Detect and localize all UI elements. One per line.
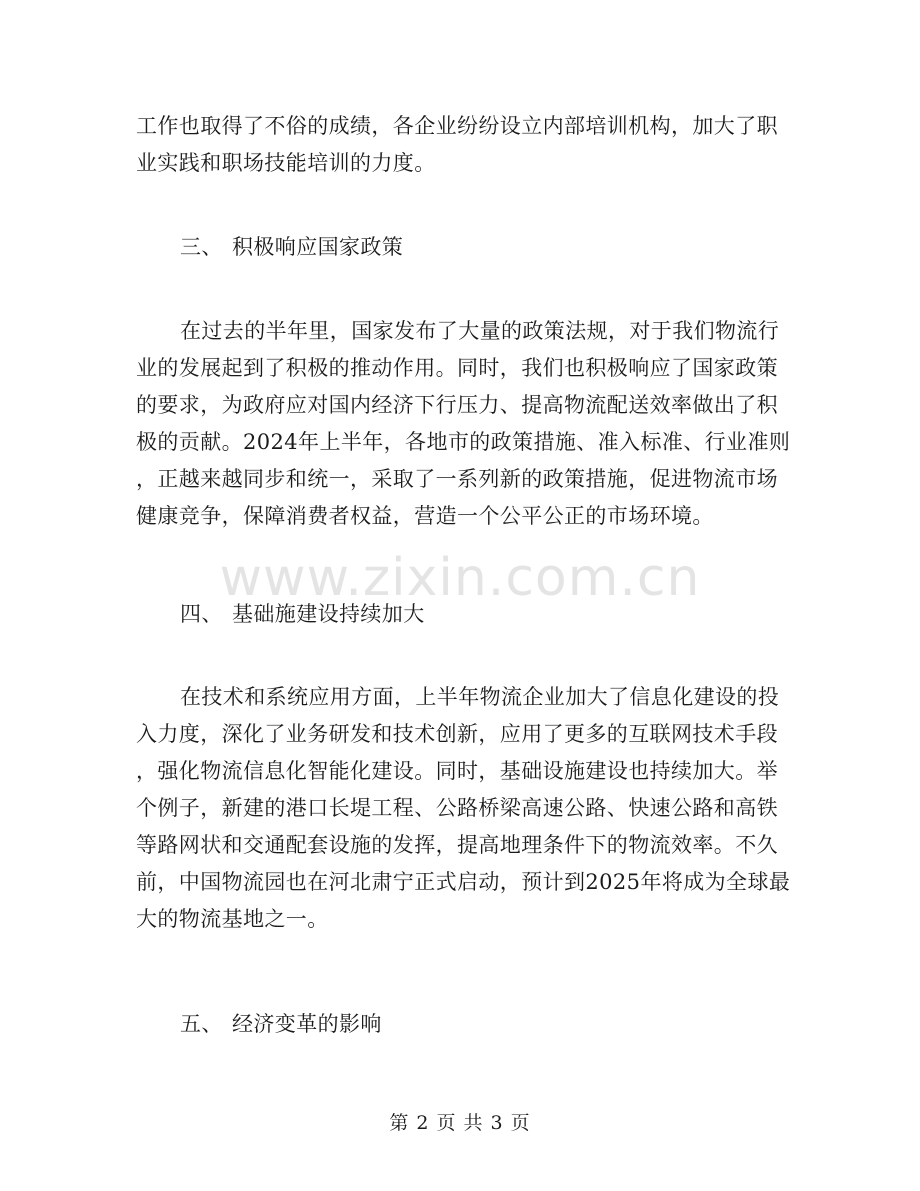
heading-text: 经济变革的影响 [232,1012,382,1036]
paragraph-line: 业实践和职场技能培训的力度。 [136,151,436,175]
paragraph-line: 极的贡献。2024年上半年，各地市的政策措施、准入标准、行业准则 [136,430,791,454]
paragraph-line: 个例子，新建的港口长堤工程、公路桥梁高速公路、快速公路和高铁 [136,796,778,820]
paragraph-line: 入力度，深化了业务研发和技术创新，应用了更多的互联网技术手段 [136,722,778,746]
page-footer: 第 2 页 共 3 页 [389,1112,531,1134]
heading-number: 五、 [180,1012,223,1036]
section-heading-5 [180,1010,382,1038]
section-heading-4 [180,600,425,628]
section-heading-3 [180,233,403,261]
paragraph-line: 大的物流基地之一。 [136,907,329,931]
paragraph-line: 的要求，为政府应对国内经济下行压力、提高物流配送效率做出了积 [136,393,778,417]
heading-text: 积极响应国家政策 [232,235,404,259]
heading-number: 四、 [180,602,223,626]
heading-number: 三、 [180,235,223,259]
watermark: www.zixin.com.cn [219,548,701,608]
paragraph-line: 工作也取得了不俗的成绩，各企业纷纷设立内部培训机构，加大了职 [136,114,778,138]
paragraph-line: 前，中国物流园也在河北肃宁正式启动，预计到2025年将成为全球最 [136,870,791,894]
paragraph-line: ，正越来越同步和统一，采取了一系列新的政策措施，促进物流市场 [136,467,778,491]
heading-text: 基础施建设持续加大 [232,602,425,626]
paragraph-line: 等路网状和交通配套设施的发挥，提高地理条件下的物流效率。不久 [136,833,778,857]
paragraph-line: 在过去的半年里，国家发布了大量的政策法规，对于我们物流行 [180,319,780,343]
paragraph-line: 健康竞争，保障消费者权益，营造一个公平公正的市场环境。 [136,504,714,528]
paragraph-line: 在技术和系统应用方面，上半年物流企业加大了信息化建设的投 [180,685,780,709]
paragraph-line: ，强化物流信息化智能化建设。同时，基础设施建设也持续加大。举 [136,759,778,783]
paragraph-line: 业的发展起到了积极的推动作用。同时，我们也积极响应了国家政策 [136,356,778,380]
